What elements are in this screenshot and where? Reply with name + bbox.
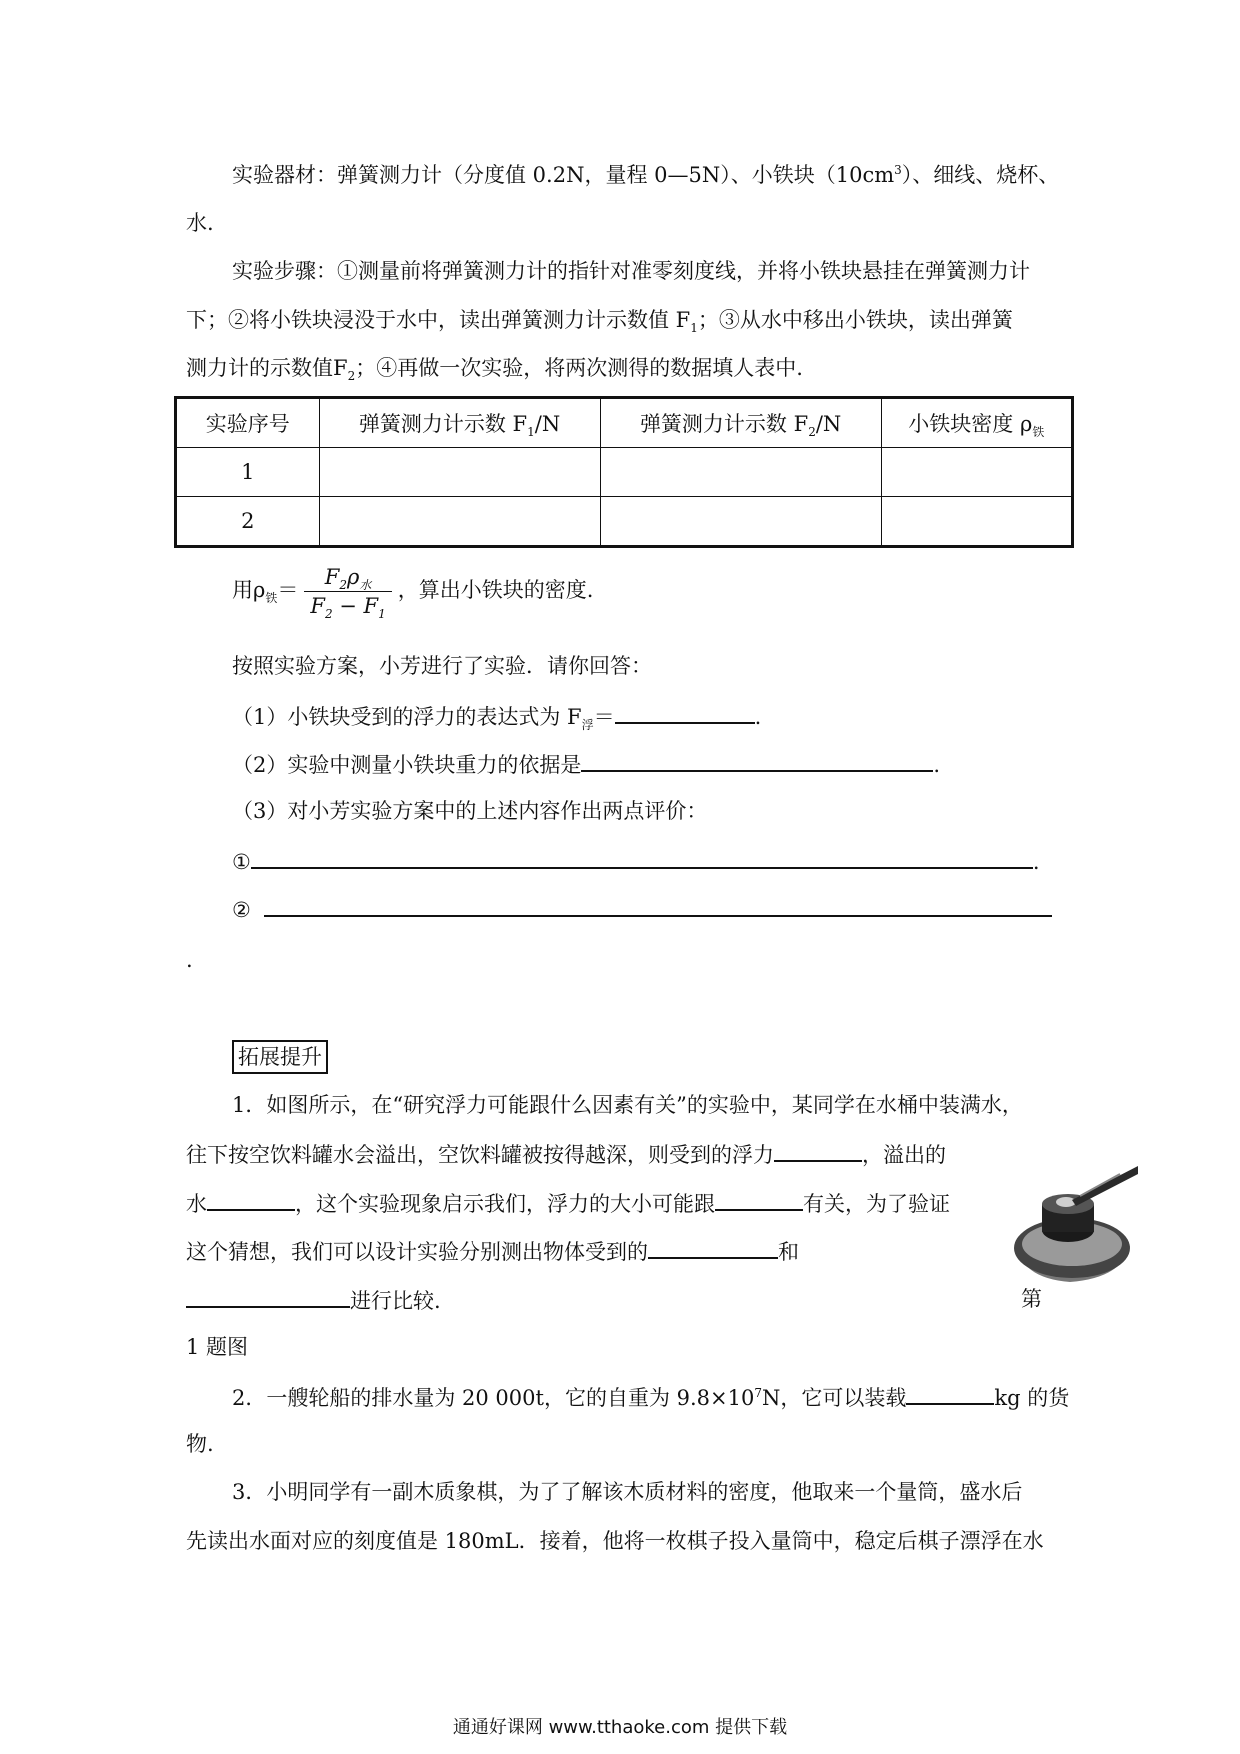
answer-blank[interactable]: [264, 893, 1052, 917]
figure-caption-b: 1 题图: [186, 1335, 249, 1359]
question-3: （3）对小芳实验方案中的上述内容作出两点评价：: [232, 799, 708, 823]
problem-1-line-3: 水 ，这个实验现象启示我们，浮力的大小可能跟 有关，为了验证: [186, 1187, 950, 1219]
problem-2-line-1: 2．一艘轮船的排水量为 20 000t，它的自重为 $9.8\times 10^7N$，它可以装载 kg 的货: [232, 1381, 1069, 1413]
table-cell: 1: [176, 448, 320, 497]
problem-1-line-1: 1．如图所示，在“研究浮力可能跟什么因素有关”的实验中，某同学在水桶中装满水，: [232, 1093, 1023, 1117]
formula-numerator: $F_2\rho_水$: [304, 565, 391, 592]
steps-text-3b: ；④再做一次实验，将两次测得的数据填人表中.: [355, 356, 803, 380]
header-f1: 弹簧测力计示数 $F_1/N$: [319, 398, 600, 448]
steps-line-1: [232, 256, 1030, 286]
steps-text-2a: 下；②将小铁块浸没于水中，读出弹簧测力计示数值 F: [186, 308, 691, 332]
materials-cont: [186, 208, 214, 238]
evaluation-2: ②: [232, 893, 1052, 925]
table-cell: [881, 448, 1072, 497]
steps-line-2: [186, 305, 1013, 335]
answer-blank[interactable]: [581, 748, 933, 772]
figure-caption-a: 第: [1021, 1287, 1042, 1311]
problem-2-line-2: 物.: [186, 1432, 214, 1456]
header-f2: 弹簧测力计示数 $F_2/N$: [600, 398, 881, 448]
answer-blank[interactable]: [186, 1284, 350, 1308]
formula-suffix: ，算出小铁块的密度.: [397, 578, 594, 602]
answer-blank[interactable]: [207, 1187, 295, 1211]
materials-text-a: 弹簧测力计（分度值 0.2N，量程 0—5N）、小铁块（10cm: [337, 163, 895, 187]
steps-text-2b: ；③从水中移出小铁块，读出弹簧: [697, 308, 1013, 332]
answer-blank[interactable]: [615, 700, 755, 724]
steps-text-3a: 测力计的示数值F: [186, 356, 348, 380]
problem-1-line-5: 进行比较.: [186, 1284, 441, 1316]
table-cell: [319, 448, 600, 497]
density-formula: [232, 565, 594, 622]
answer-blank[interactable]: [774, 1138, 862, 1162]
table-cell: [600, 497, 881, 547]
formula-fraction: [304, 565, 391, 622]
table-cell: [319, 497, 600, 547]
formula-prefix: 用ρ: [232, 578, 266, 602]
table-cell: [600, 448, 881, 497]
materials-line: [232, 160, 1059, 190]
table-header-row: [176, 398, 1073, 448]
questions-intro: 按照实验方案，小芳进行了实验．请你回答：: [232, 654, 652, 678]
extension-heading: [232, 1040, 328, 1074]
steps-sub-2: 1: [690, 321, 698, 336]
formula-eq: ＝: [277, 578, 299, 602]
materials-label: 实验器材：: [232, 163, 337, 187]
evaluation-2-end: .: [186, 948, 193, 972]
materials-cont-text: 水.: [186, 211, 214, 235]
evaluation-1: ① .: [232, 845, 1040, 877]
problem-3-line-2: 先读出水面对应的刻度值是 180mL．接着，他将一枚棋子投入量筒中，稳定后棋子漂浮在水: [186, 1529, 1044, 1553]
materials-sup: 3: [894, 163, 902, 177]
data-table: [174, 396, 1074, 548]
extension-heading-text: 拓展提升: [232, 1040, 328, 1074]
table-cell: [881, 497, 1072, 547]
answer-blank[interactable]: [251, 845, 1033, 869]
question-2: （2）实验中测量小铁块重力的依据是 .: [232, 748, 940, 780]
materials-text-b: ）、细线、烧杯、: [901, 163, 1060, 187]
table-row: [176, 448, 1073, 497]
answer-blank[interactable]: [906, 1381, 994, 1405]
table-row: [176, 497, 1073, 547]
question-1: （1）小铁块受到的浮力的表达式为 $F_浮=$ .: [232, 700, 761, 732]
answer-blank[interactable]: [715, 1187, 803, 1211]
steps-sub-3: 2: [347, 369, 356, 384]
problem-1-line-4: 这个猜想，我们可以设计实验分别测出物体受到的 和: [186, 1235, 799, 1267]
footer-text: 通通好课网 www.tthaoke.com 提供下载: [452, 1717, 788, 1738]
answer-blank[interactable]: [648, 1235, 778, 1259]
problem-1-line-2: 往下按空饮料罐水会溢出，空饮料罐被按得越深，则受到的浮力 ，溢出的: [186, 1138, 946, 1170]
can-in-bucket-figure: [1010, 1160, 1140, 1292]
formula-prefix-sub: 铁: [265, 591, 278, 606]
header-serial: 实验序号: [176, 398, 320, 448]
problem-3-line-1: 3．小明同学有一副木质象棋，为了了解该木质材料的密度，他取来一个量筒，盛水后: [232, 1480, 1023, 1504]
header-density: 小铁块密度 $\rho_铁$: [881, 398, 1072, 448]
formula-denominator: $F_2 - F_1$: [310, 594, 386, 622]
steps-text-1: 实验步骤：①测量前将弹簧测力计的指针对准零刻度线，并将小铁块悬挂在弹簧测力计: [232, 259, 1030, 283]
table-cell: 2: [176, 497, 320, 547]
steps-line-3: [186, 353, 803, 383]
